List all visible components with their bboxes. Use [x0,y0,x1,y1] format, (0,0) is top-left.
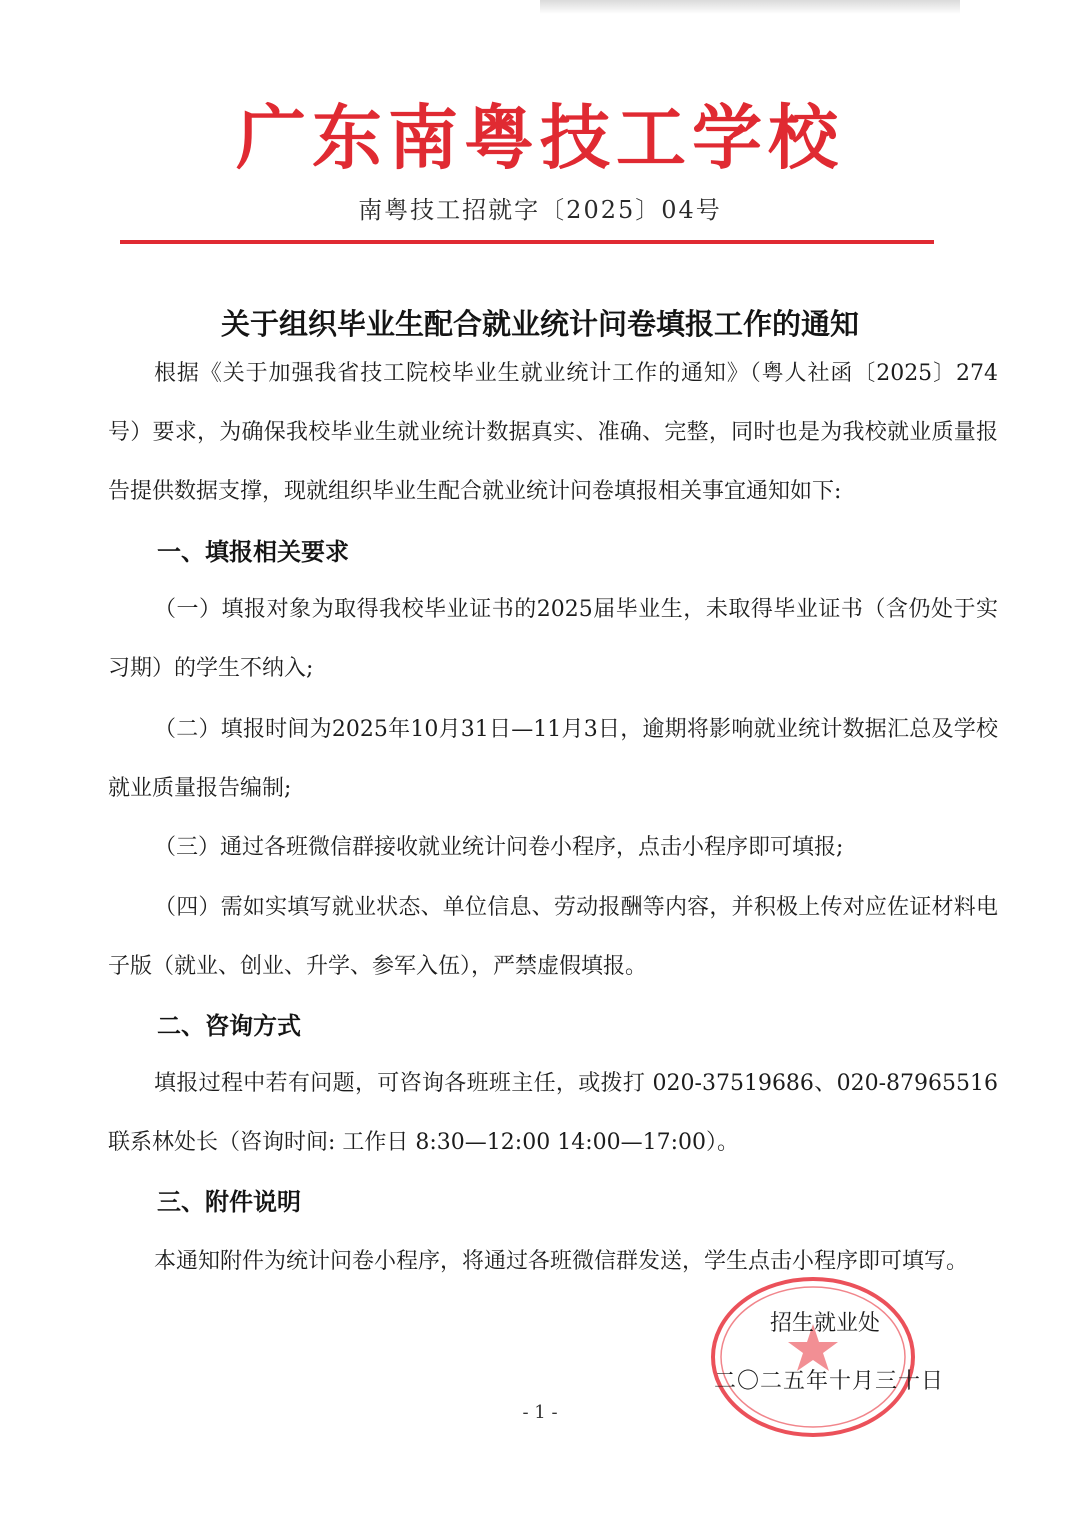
contact-paragraph: 填报过程中若有问题，可咨询各班班主任，或拨打 020-37519686、020-87965516 联系林处长（咨询时间: 工作日 8:30—12:00 14:00—17:00）。 [108,1071,998,1155]
section-heading-attachment: 三、附件说明 [157,1188,301,1216]
school-masthead: 广东南粤技工学校 [236,96,844,179]
issue-date: 二〇二五年十月三十日 [714,1369,945,1394]
section-heading-contact: 二、咨询方式 [157,1012,301,1040]
attachment-paragraph: 本通知附件为统计问卷小程序，将通过各班微信群发送，学生点击小程序即可填写。 [154,1249,969,1274]
requirement-item-3: （三）通过各班微信群接收就业统计问卷小程序，点击小程序即可填报; [154,835,844,860]
document-number: 南粤技工招就字〔2025〕04号 [358,196,722,224]
intro-paragraph: 根据《关于加强我省技工院校毕业生就业统计工作的通知》（粤人社函〔2025〕274号）要求，为确保我校毕业生就业统计数据真实、准确、完整，同时也是为我校就业质量报告提供数据支撑，现就组织毕业生配合就业统计问卷填报相关事宜通知如下: [108,361,998,504]
issuing-department: 招生就业处 [770,1311,881,1336]
scan-edge-shadow [540,0,960,14]
requirement-item-4: （四）需如实填写就业状态、单位信息、劳动报酬等内容，并积极上传对应佐证材料电子版（就业、创业、升学、参军入伍），严禁虚假填报。 [108,895,998,979]
red-header-rule [120,240,934,244]
section-heading-requirements: 一、填报相关要求 [157,538,349,566]
page-number: - 1 - [522,1402,558,1423]
notice-title: 关于组织毕业生配合就业统计问卷填报工作的通知 [220,307,859,341]
requirement-item-1: （一）填报对象为取得我校毕业证书的2025届毕业生，未取得毕业证书（含仍处于实习期）的学生不纳入; [108,597,998,681]
requirement-item-2: （二）填报时间为2025年10月31日—11月3日，逾期将影响就业统计数据汇总及学校就业质量报告编制; [108,717,998,801]
